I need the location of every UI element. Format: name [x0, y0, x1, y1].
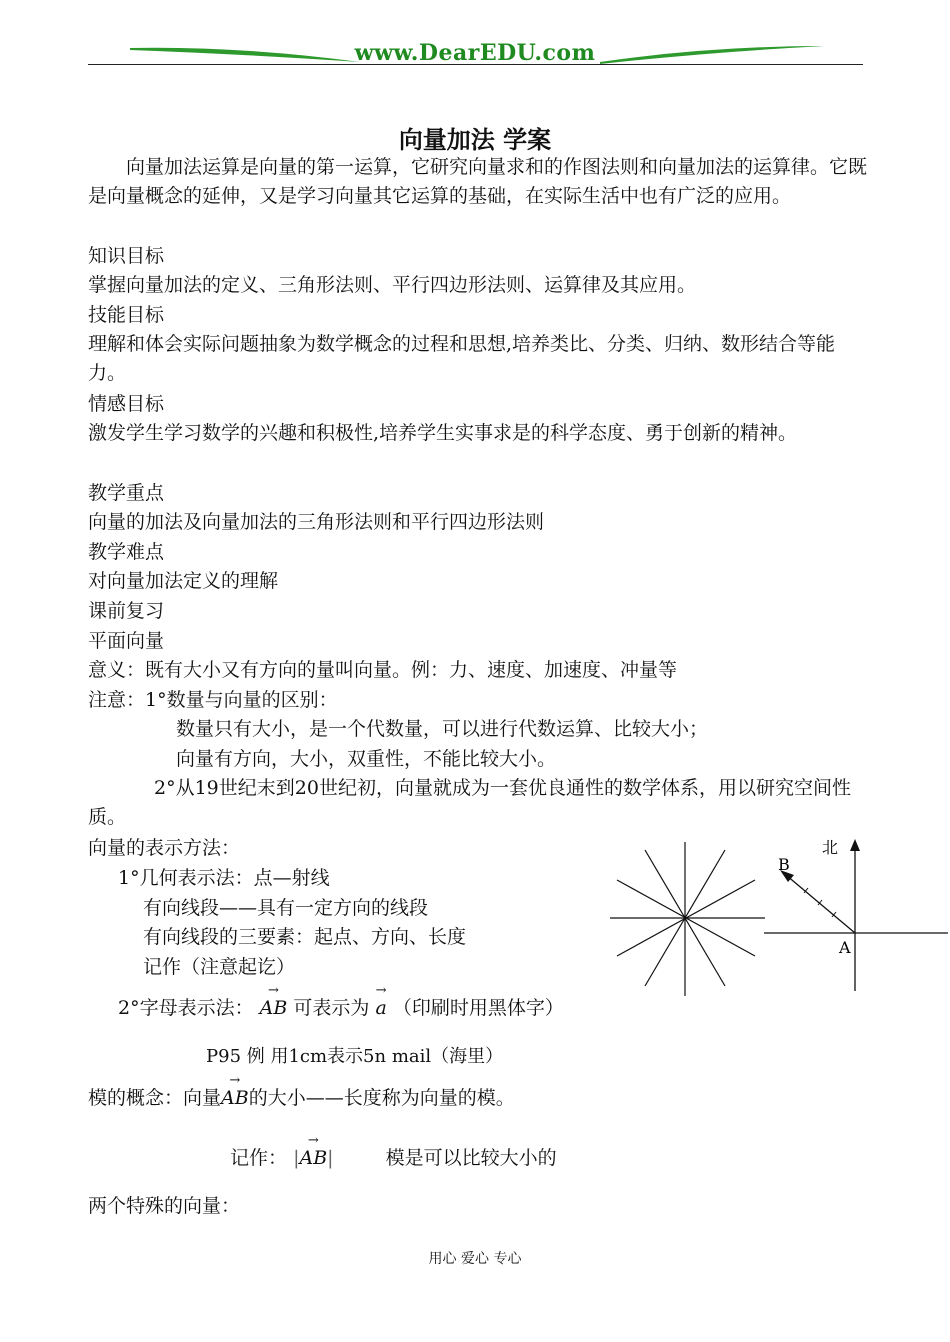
representation-1c: 记作（注意起讫） — [143, 956, 296, 978]
vector-arrow-icon: → — [307, 1133, 319, 1148]
vector-arrow-icon: → — [268, 983, 279, 998]
point-b-label: B — [778, 855, 790, 874]
logo-text: www.DearEDU.com — [354, 40, 596, 66]
emotion-goal-text: 激发学生学习数学的兴趣和积极性,培养学生实事求是的科学态度、勇于创新的精神。 — [88, 422, 798, 444]
note-1a: 数量只有大小，是一个代数量，可以进行代数运算、比较大小； — [176, 718, 709, 740]
note-2: 2°从19世纪末到20世纪初，向量就成为一套优良通性的数学体系，用以研究空间性质。 — [88, 777, 851, 828]
representation-1: 1°几何表示法：点—射线 — [118, 867, 330, 889]
modulus-suffix: 的大小——长度称为向量的模。 — [248, 1087, 515, 1109]
direction-figure — [760, 835, 950, 995]
vector-arrow-icon: → — [229, 1073, 241, 1088]
representation-2-suffix: （印刷时用黑体字） — [392, 997, 564, 1019]
special-vectors-heading: 两个特殊的向量： — [88, 1195, 241, 1217]
representation-2 — [118, 983, 564, 1023]
emotion-goal-heading: 情感目标 — [88, 393, 165, 415]
north-arrow-icon — [850, 839, 860, 851]
header-rule — [88, 64, 863, 65]
north-label: 北 — [822, 838, 839, 857]
knowledge-goal-text: 掌握向量加法的定义、三角形法则、平行四边形法则、运算律及其应用。 — [88, 274, 697, 296]
vector-a: → a — [375, 983, 387, 1019]
representation-1b: 有向线段的三要素：起点、方向、长度 — [143, 926, 467, 948]
skill-goal-text: 理解和体会实际问题抽象为数学概念的过程和思想,培养类比、分类、归纳、数形结合等能力。 — [88, 333, 836, 384]
difficulty-heading: 教学难点 — [88, 541, 165, 563]
modulus-line — [88, 1073, 515, 1113]
representation-heading: 向量的表示方法： — [88, 837, 241, 859]
representation-1a: 有向线段——具有一定方向的线段 — [143, 897, 429, 919]
ray-star-figure — [605, 840, 770, 1000]
skill-goal-heading: 技能目标 — [88, 304, 165, 326]
vector-ab: → AB — [221, 1073, 249, 1109]
modulus-prefix: 模的概念：向量 — [88, 1087, 222, 1109]
page-footer: 用心 爱心 专心 — [428, 1251, 522, 1267]
vector-ab: → AB — [299, 1133, 328, 1169]
abs-bar-right: | — [327, 1147, 334, 1169]
key-point-heading: 教学重点 — [88, 482, 165, 504]
note-1b: 向量有方向，大小，双重性，不能比较大小。 — [176, 748, 557, 770]
knowledge-goal-heading: 知识目标 — [88, 245, 165, 267]
vector-ab-line — [786, 875, 855, 933]
difficulty-text: 对向量加法定义的理解 — [88, 570, 279, 592]
note-1: 注意：1°数量与向量的区别： — [88, 689, 338, 711]
abs-bar-left: | — [293, 1147, 300, 1169]
notation-prefix: 记作： — [230, 1147, 288, 1169]
review-heading: 课前复习 — [88, 600, 165, 622]
page-title: 向量加法 学案 — [398, 126, 552, 154]
vector-arrow-icon: → — [375, 983, 387, 998]
key-point-text: 向量的加法及向量加法的三角形法则和平行四边形法则 — [88, 511, 545, 533]
meaning-text: 意义：既有大小又有方向的量叫向量。例：力、速度、加速度、冲量等 — [88, 659, 678, 681]
vector-ab: → AB — [259, 983, 288, 1019]
representation-2-prefix: 2°字母表示法： — [118, 997, 254, 1019]
example-text: P95 例 用1cm表示5n mail（海里） — [206, 1046, 504, 1067]
representation-2-mid: 可表示为 — [293, 997, 370, 1019]
point-a-label: A — [839, 938, 851, 957]
notation-line — [230, 1133, 557, 1173]
notation-suffix: 模是可以比较大小的 — [385, 1147, 557, 1169]
intro-paragraph: 向量加法运算是向量的第一运算，它研究向量求和的作图法则和向量加法的运算律。它既是向量概念的延伸，又是学习向量其它运算的基础，在实际生活中也有广泛的应用。 — [88, 156, 868, 207]
plane-vector-heading: 平面向量 — [88, 630, 165, 652]
